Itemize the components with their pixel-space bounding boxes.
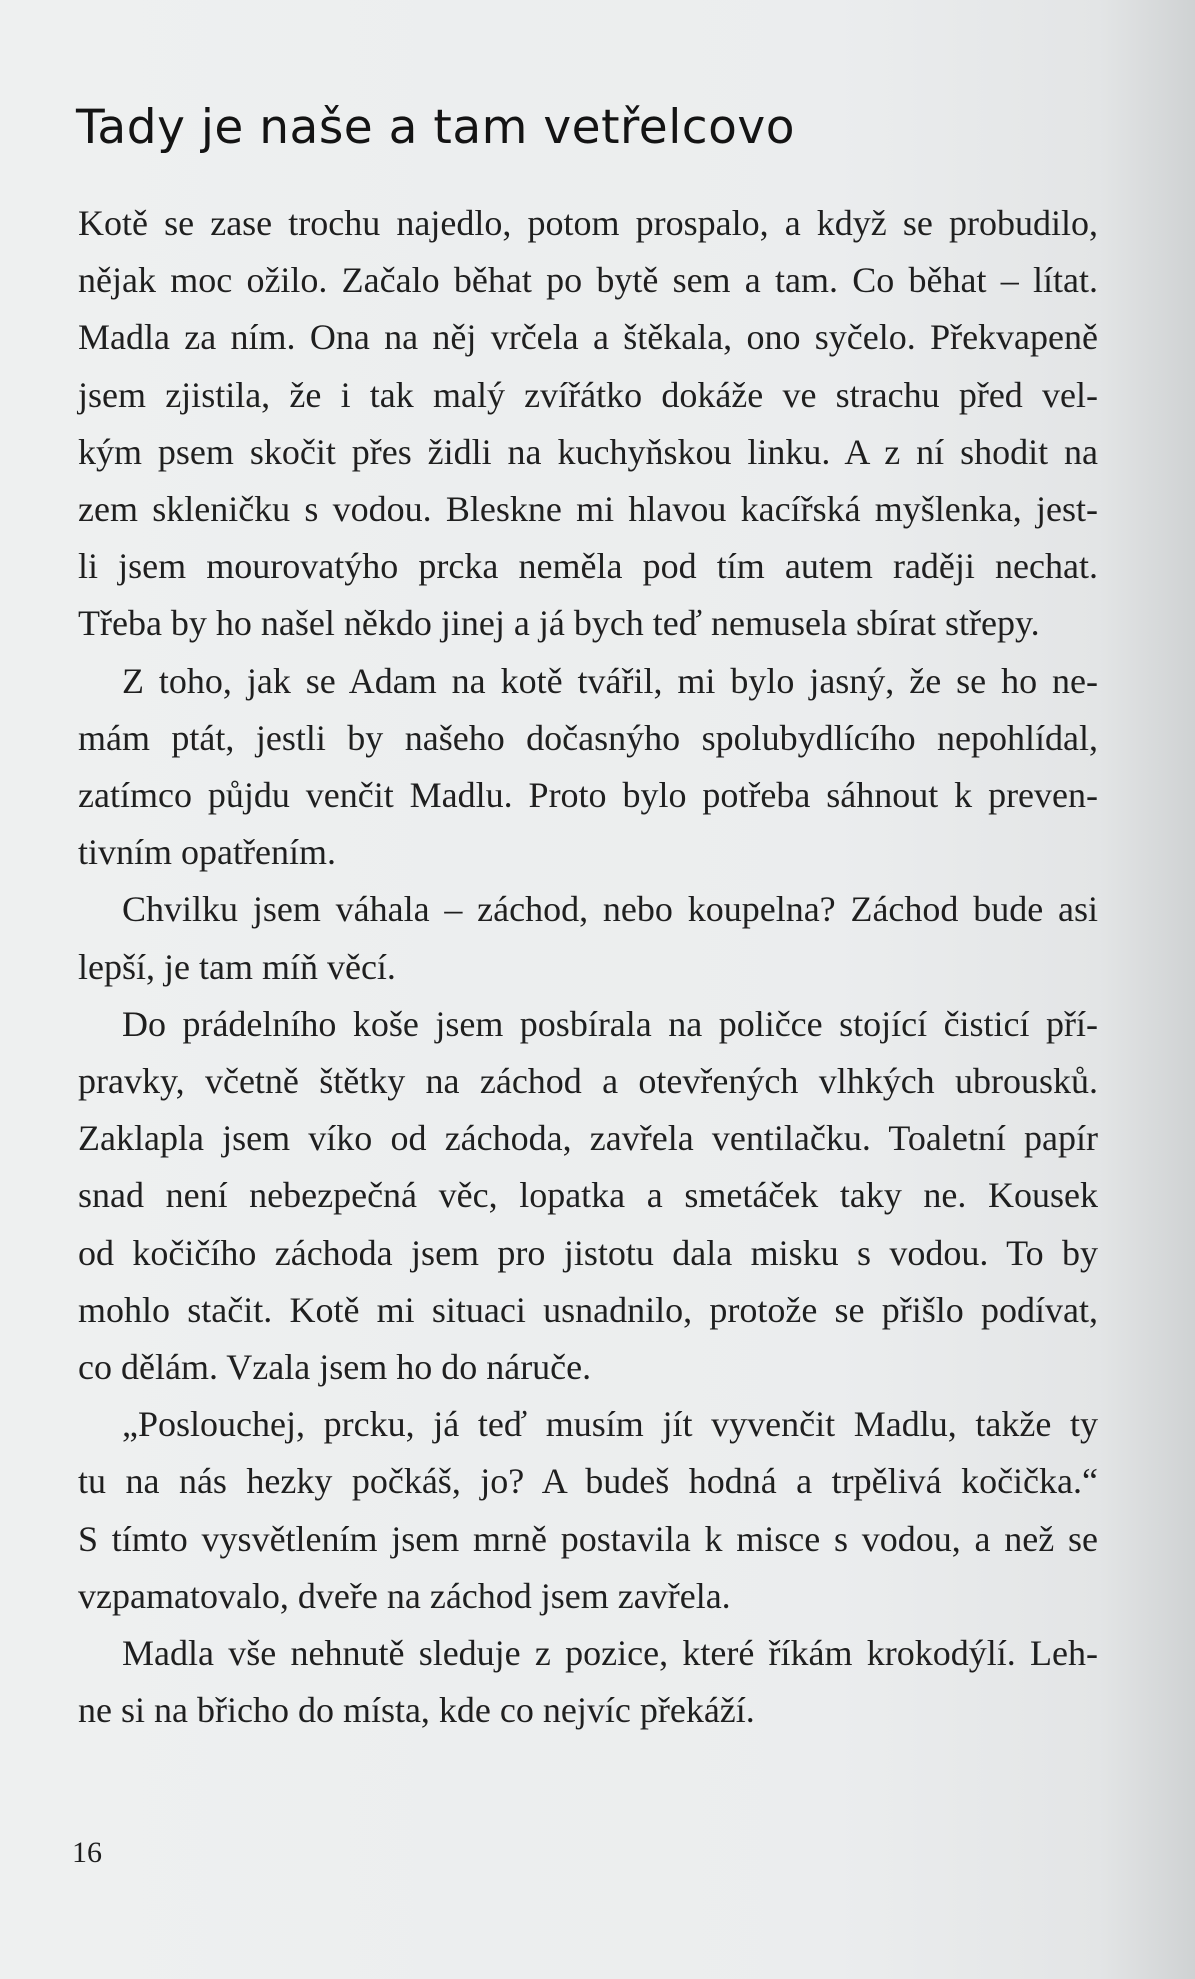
text-line: co dělám. Vzala jsem ho do náruče.: [78, 1347, 592, 1388]
text-line: pravky, včetně štětky na záchod a otevřených vlhkých ubrousků.: [78, 1061, 1098, 1102]
text-line: nějak moc ožilo. Začalo běhat po bytě sem a tam. Co běhat – lítat.: [78, 260, 1098, 301]
text-line: ne si na břicho do místa, kde co nejvíc překáží.: [78, 1690, 755, 1731]
text-line: Madla vše nehnutě sleduje z pozice, které říkám krokodýlí. Leh-: [122, 1633, 1098, 1674]
paragraph-6: [78, 1625, 1098, 1739]
text-line: Do prádelního koše jsem posbírala na poličce stojící čisticí pří-: [122, 1003, 1098, 1044]
paragraph-1: [78, 195, 1098, 653]
paragraph-3: [78, 881, 1098, 995]
page-number: 16: [72, 1836, 102, 1869]
text-line: „Poslouchej, prcku, já teď musím jít vyvenčit Madlu, takže ty: [122, 1404, 1098, 1445]
text-line: Madla za ním. Ona na něj vrčela a štěkala, ono syčelo. Překvapeně: [78, 317, 1098, 358]
text-line: lepší, je tam míň věcí.: [78, 946, 396, 987]
text-line: jsem zjistila, že i tak malý zvířátko dokáže ve strachu před vel-: [78, 374, 1098, 415]
text-line: tu na nás hezky počkáš, jo? A budeš hodná a trpělivá kočička.“: [78, 1461, 1098, 1502]
text-line: mám ptát, jestli by našeho dočasnýho spolubydlícího nepohlídal,: [78, 717, 1098, 758]
chapter-title: Tady je naše a tam vetřelcovo: [76, 100, 795, 155]
body-text: [78, 195, 1098, 1739]
text-line: Třeba by ho našel někdo jinej a já bych teď nemusela sbírat střepy.: [78, 603, 1040, 644]
text-line: zem skleničku s vodou. Bleskne mi hlavou kacířská myšlenka, jest-: [78, 489, 1098, 530]
text-line: Kotě se zase trochu najedlo, potom prospalo, a když se probudilo,: [78, 203, 1098, 243]
text-line: zatímco půjdu venčit Madlu. Proto bylo potřeba sáhnout k preven-: [78, 775, 1098, 816]
text-line: od kočičího záchoda jsem pro jistotu dala misku s vodou. To by: [78, 1232, 1098, 1273]
text-line: tivním opatřením.: [78, 832, 336, 873]
text-line: kým psem skočit přes židli na kuchyňskou linku. A z ní shodit na: [78, 431, 1098, 472]
text-line: snad není nebezpečná věc, lopatka a smetáček taky ne. Kousek: [78, 1175, 1098, 1216]
paragraph-5: [78, 1396, 1098, 1625]
text-line: S tímto vysvětlením jsem mrně postavila k misce s vodou, a než se: [78, 1518, 1098, 1559]
text-line: vzpamatovalo, dveře na záchod jsem zavřela.: [78, 1575, 731, 1616]
text-line: mohlo stačit. Kotě mi situaci usnadnilo, protože se přišlo podívat,: [78, 1289, 1098, 1330]
paragraph-4: [78, 996, 1098, 1396]
paragraph-2: [78, 653, 1098, 882]
text-line: Chvilku jsem váhala – záchod, nebo koupelna? Záchod bude asi: [122, 889, 1098, 930]
text-line: li jsem mourovatýho prcka neměla pod tím autem raději nechat.: [78, 546, 1098, 587]
text-line: Zaklapla jsem víko od záchoda, zavřela ventilačku. Toaletní papír: [78, 1118, 1098, 1159]
text-line: Z toho, jak se Adam na kotě tvářil, mi bylo jasný, že se ho ne-: [122, 660, 1098, 701]
